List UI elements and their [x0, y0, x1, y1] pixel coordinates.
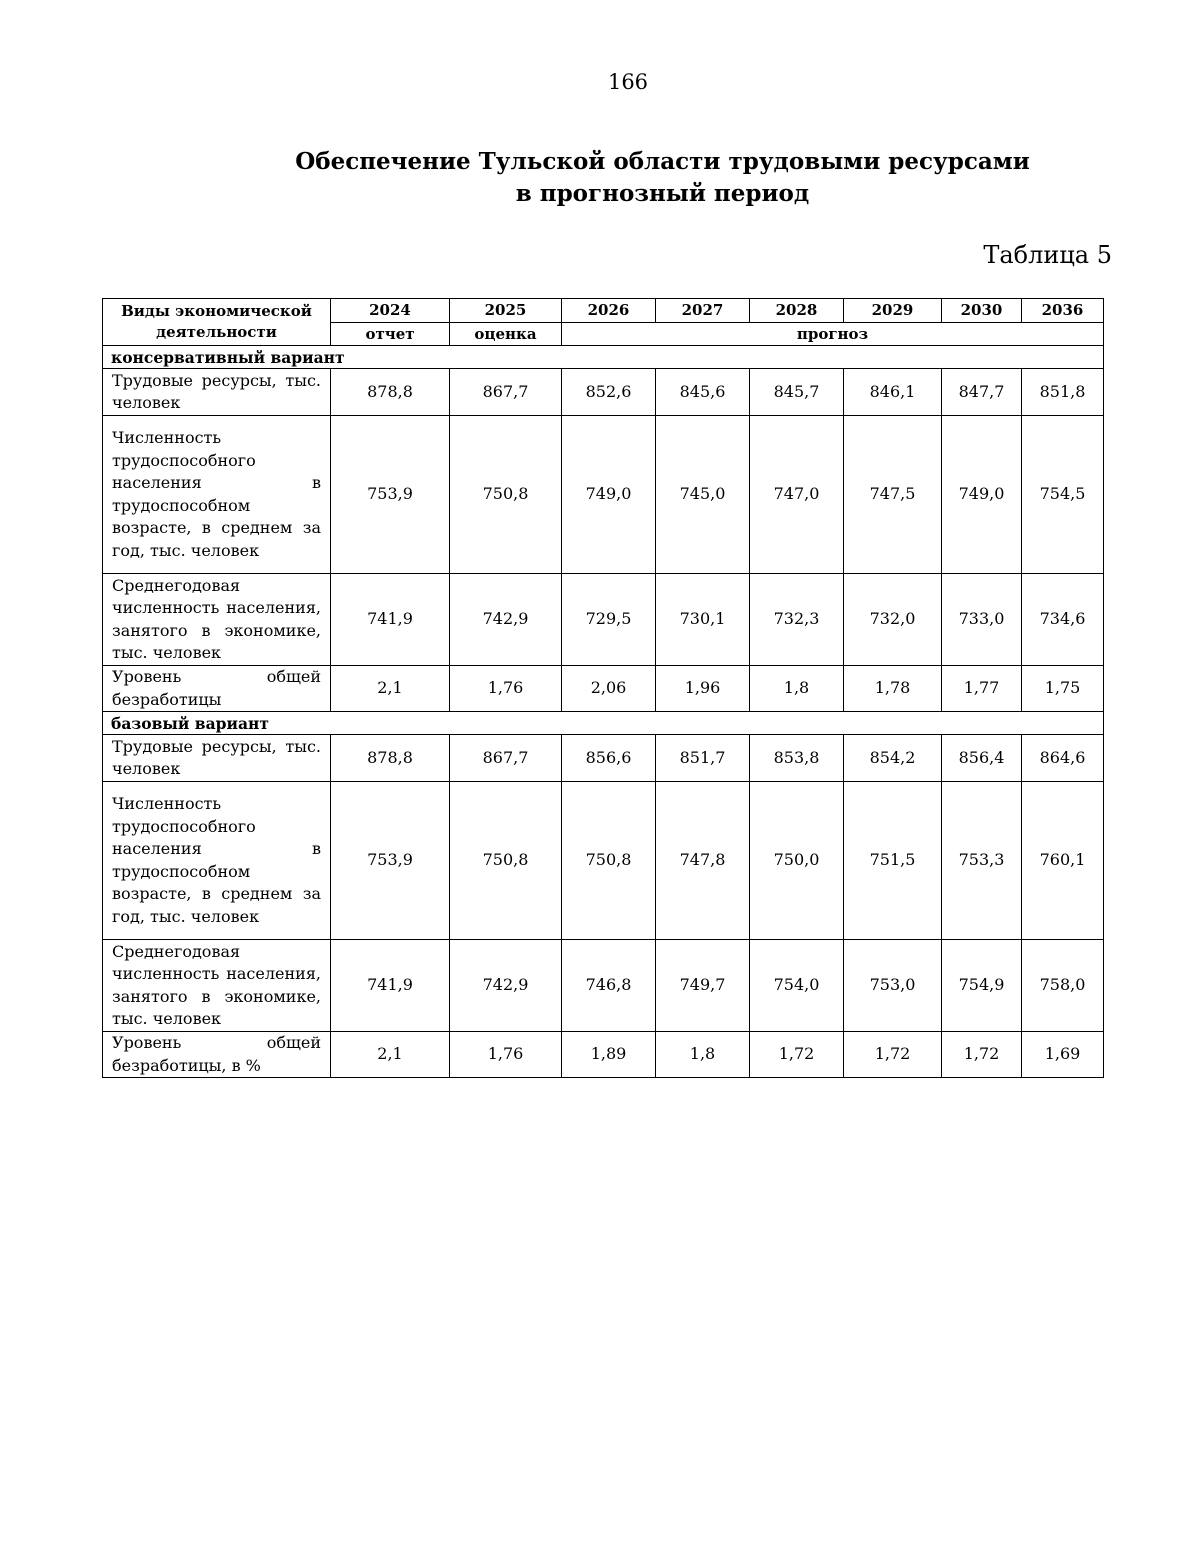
- header-year: 2025: [450, 299, 562, 323]
- row-label: Трудовые ресурсы, тыс. человек: [103, 369, 331, 416]
- value-cell: 867,7: [450, 369, 562, 416]
- table-row: [103, 666, 1104, 712]
- header-status-estimate: оценка: [450, 323, 562, 346]
- title-line-1: Обеспечение Тульской области трудовыми ресурсами: [295, 148, 1030, 175]
- value-cell: 753,9: [331, 782, 450, 940]
- value-cell: 730,1: [656, 574, 750, 666]
- value-cell: 856,6: [562, 735, 656, 782]
- row-label: Трудовые ресурсы, тыс. человек: [103, 735, 331, 782]
- header-status-report: отчет: [331, 323, 450, 346]
- value-cell: 750,0: [750, 782, 844, 940]
- header-row-years: [103, 299, 1104, 323]
- value-cell: 1,77: [942, 666, 1022, 712]
- header-year: 2026: [562, 299, 656, 323]
- value-cell: 751,5: [844, 782, 942, 940]
- value-cell: 846,1: [844, 369, 942, 416]
- value-cell: 750,8: [450, 782, 562, 940]
- value-cell: 845,6: [656, 369, 750, 416]
- value-cell: 864,6: [1022, 735, 1104, 782]
- value-cell: 747,5: [844, 416, 942, 574]
- value-cell: 1,72: [942, 1032, 1022, 1078]
- value-cell: 1,75: [1022, 666, 1104, 712]
- header-status-forecast: прогноз: [562, 323, 1104, 346]
- row-label: Уровень общей безработицы, в %: [103, 1032, 331, 1078]
- value-cell: 853,8: [750, 735, 844, 782]
- value-cell: 754,9: [942, 940, 1022, 1032]
- table-row: [103, 940, 1104, 1032]
- document-title: [270, 146, 1055, 210]
- value-cell: 2,06: [562, 666, 656, 712]
- value-cell: 749,7: [656, 940, 750, 1032]
- header-year: 2024: [331, 299, 450, 323]
- value-cell: 845,7: [750, 369, 844, 416]
- value-cell: 1,76: [450, 1032, 562, 1078]
- section-title: базовый вариант: [103, 712, 1104, 735]
- value-cell: 750,8: [450, 416, 562, 574]
- value-cell: 758,0: [1022, 940, 1104, 1032]
- value-cell: 746,8: [562, 940, 656, 1032]
- value-cell: 753,9: [331, 416, 450, 574]
- header-year: 2029: [844, 299, 942, 323]
- value-cell: 741,9: [331, 574, 450, 666]
- header-year: 2036: [1022, 299, 1104, 323]
- value-cell: 878,8: [331, 369, 450, 416]
- row-label: Численность трудоспособного населения в трудоспособном возрасте, в среднем за год, тыс. человек: [103, 416, 331, 574]
- value-cell: 878,8: [331, 735, 450, 782]
- value-cell: 754,0: [750, 940, 844, 1032]
- value-cell: 745,0: [656, 416, 750, 574]
- value-cell: 733,0: [942, 574, 1022, 666]
- value-cell: 747,0: [750, 416, 844, 574]
- value-cell: 851,8: [1022, 369, 1104, 416]
- value-cell: 1,76: [450, 666, 562, 712]
- header-activity-type: Виды экономической деятельности: [103, 299, 331, 346]
- value-cell: 851,7: [656, 735, 750, 782]
- value-cell: 732,3: [750, 574, 844, 666]
- value-cell: 741,9: [331, 940, 450, 1032]
- table-row: [103, 574, 1104, 666]
- header-year: 2028: [750, 299, 844, 323]
- table-row: [103, 416, 1104, 574]
- value-cell: 749,0: [562, 416, 656, 574]
- value-cell: 1,96: [656, 666, 750, 712]
- value-cell: 750,8: [562, 782, 656, 940]
- value-cell: 1,78: [844, 666, 942, 712]
- value-cell: 847,7: [942, 369, 1022, 416]
- value-cell: 1,72: [844, 1032, 942, 1078]
- value-cell: 852,6: [562, 369, 656, 416]
- row-label: Среднегодовая численность населения, занятого в экономике, тыс. человек: [103, 940, 331, 1032]
- value-cell: 1,8: [750, 666, 844, 712]
- value-cell: 854,2: [844, 735, 942, 782]
- section-row: [103, 346, 1104, 369]
- value-cell: 1,72: [750, 1032, 844, 1078]
- section-title: консервативный вариант: [103, 346, 1104, 369]
- value-cell: 742,9: [450, 940, 562, 1032]
- value-cell: 1,8: [656, 1032, 750, 1078]
- value-cell: 732,0: [844, 574, 942, 666]
- value-cell: 729,5: [562, 574, 656, 666]
- value-cell: 753,3: [942, 782, 1022, 940]
- value-cell: 734,6: [1022, 574, 1104, 666]
- header-year: 2027: [656, 299, 750, 323]
- header-year: 2030: [942, 299, 1022, 323]
- value-cell: 749,0: [942, 416, 1022, 574]
- value-cell: 2,1: [331, 666, 450, 712]
- table-row: [103, 1032, 1104, 1078]
- row-label: Численность трудоспособного населения в трудоспособном возрасте, в среднем за год, тыс. человек: [103, 782, 331, 940]
- row-label: Среднегодовая численность населения, занятого в экономике, тыс. человек: [103, 574, 331, 666]
- labor-resources-table: [102, 298, 1104, 1078]
- value-cell: 856,4: [942, 735, 1022, 782]
- value-cell: 2,1: [331, 1032, 450, 1078]
- value-cell: 753,0: [844, 940, 942, 1032]
- value-cell: 1,69: [1022, 1032, 1104, 1078]
- title-line-2: в прогнозный период: [515, 180, 810, 207]
- value-cell: 754,5: [1022, 416, 1104, 574]
- value-cell: 747,8: [656, 782, 750, 940]
- section-row: [103, 712, 1104, 735]
- page-number: 166: [607, 70, 649, 94]
- value-cell: 742,9: [450, 574, 562, 666]
- row-label: Уровень общей безработицы: [103, 666, 331, 712]
- table-row: [103, 735, 1104, 782]
- value-cell: 867,7: [450, 735, 562, 782]
- value-cell: 760,1: [1022, 782, 1104, 940]
- table-row: [103, 782, 1104, 940]
- table-row: [103, 369, 1104, 416]
- value-cell: 1,89: [562, 1032, 656, 1078]
- table-label: Таблица 5: [983, 241, 1112, 269]
